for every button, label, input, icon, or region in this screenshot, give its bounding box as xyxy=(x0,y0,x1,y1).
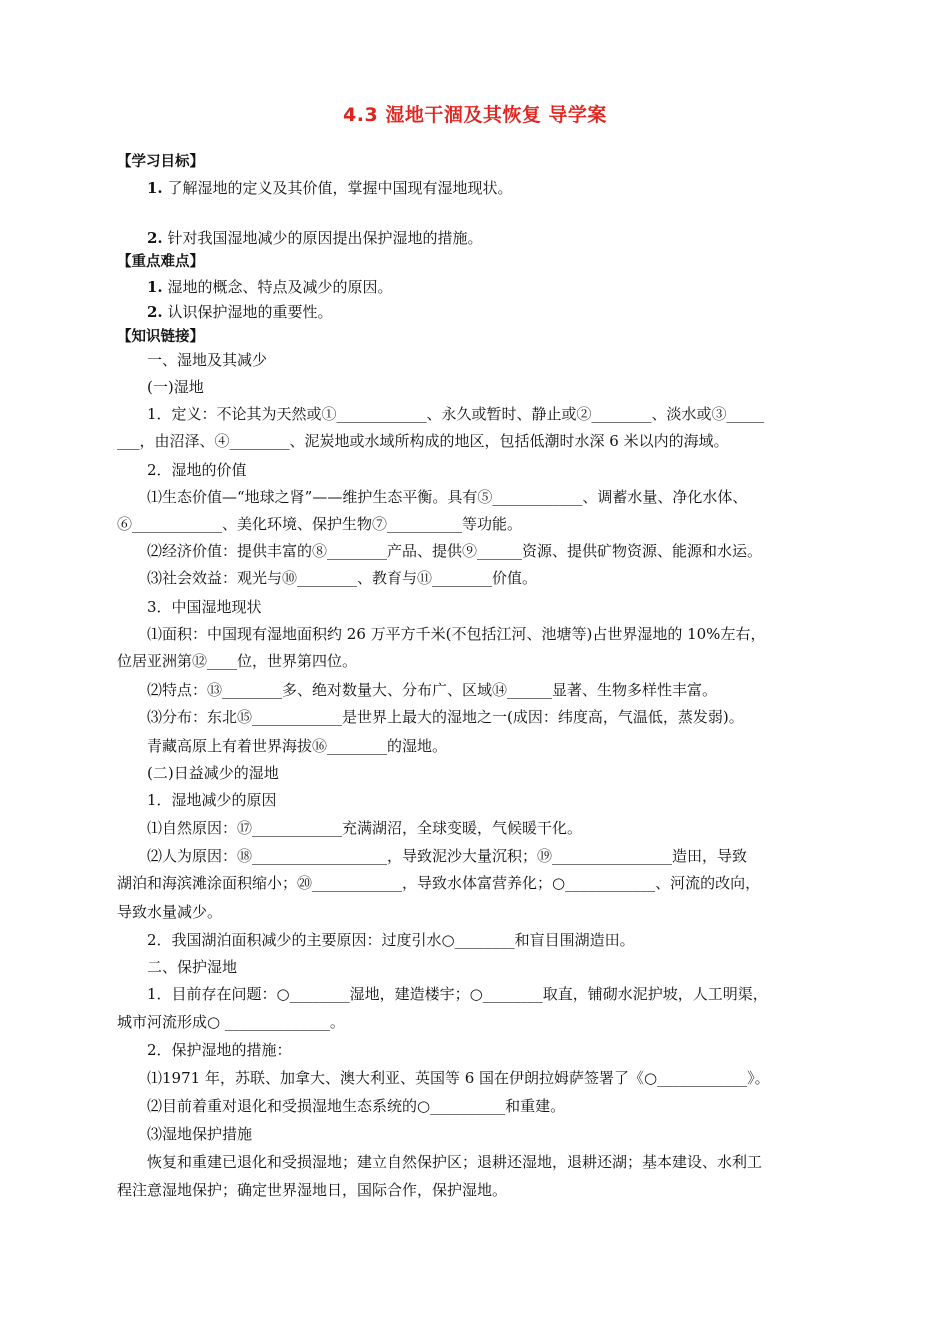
line-text: (一)湿地 xyxy=(147,378,204,396)
line-text: 位居亚洲第⑫____位，世界第四位。 xyxy=(117,652,358,670)
line-text: 1．目前存在问题：○________湿地，建造楼宇；○________取直，铺砌水泥护坡，人工明渠， xyxy=(147,985,768,1003)
text-line xyxy=(147,984,768,1004)
item-number: 2. xyxy=(147,303,163,321)
section-heading xyxy=(117,327,204,347)
text-line xyxy=(147,624,765,644)
text-line xyxy=(117,431,729,451)
text-line xyxy=(147,350,267,370)
line-text: 2．湿地的价值 xyxy=(147,461,247,479)
line-text: 2．保护湿地的措施： xyxy=(147,1041,292,1059)
section-heading xyxy=(117,152,204,172)
line-text: 青藏高原上有着世界海拔⑯________的湿地。 xyxy=(147,737,448,755)
text-line xyxy=(147,404,764,424)
line-text: 【知识链接】 xyxy=(117,329,204,345)
line-text: ⑵特点：⑬________多、绝对数量大、分布广、区域⑭______显著、生物多样性丰富。 xyxy=(147,681,718,699)
line-text: ⑵目前着重对退化和受损湿地生态系统的○__________和重建。 xyxy=(147,1097,566,1115)
line-text: 1．湿地减少的原因 xyxy=(147,791,277,809)
line-text: 一、湿地及其减少 xyxy=(147,351,268,369)
document-title: 4.3 湿地干涸及其恢复 导学案 xyxy=(343,104,607,126)
line-text: 1．定义：不论其为天然或①____________、永久或暂时、静止或②________、淡水或③_____ xyxy=(147,405,765,423)
line-text: ⑴自然原因：⑰____________充满湖沼，全球变暖，气候暖干化。 xyxy=(147,819,583,837)
text-line xyxy=(117,873,760,893)
text-line xyxy=(147,763,279,783)
line-text: 针对我国湿地减少的原因提出保护湿地的措施。 xyxy=(162,229,483,247)
text-line xyxy=(147,228,482,248)
text-line xyxy=(147,1096,565,1116)
line-text: ⑴面积：中国现有湿地面积约 26 万平方千米(不包括江河、池塘等)占世界湿地的 10%左右， xyxy=(147,625,766,643)
line-text: ___，由沼泽、④________、泥炭地或水域所构成的地区，包括低潮时水深 6 米以内的海域。 xyxy=(117,432,729,450)
text-line xyxy=(117,514,522,534)
line-text: 城市河流形成○ ______________。 xyxy=(117,1013,345,1031)
item-number: 1. xyxy=(147,278,163,296)
line-text: 导致水量减少。 xyxy=(117,903,223,921)
text-line xyxy=(147,1040,292,1060)
line-text: 恢复和重建已退化和受损湿地；建立自然保护区；退耕还湿地，退耕还湖；基本建设、水利工 xyxy=(147,1153,763,1171)
text-line xyxy=(147,1068,770,1088)
text-line xyxy=(117,1012,345,1032)
text-line xyxy=(147,178,512,198)
line-text: 【重点难点】 xyxy=(117,254,204,270)
text-line xyxy=(147,487,747,507)
line-text: ⑶分布：东北⑮____________是世界上最大的湿地之一(成因：纬度高，气温低，蒸发弱)。 xyxy=(147,708,744,726)
text-line xyxy=(147,1124,252,1144)
line-text: 了解湿地的定义及其价值，掌握中国现有湿地现状。 xyxy=(162,179,513,197)
text-line xyxy=(147,460,247,480)
text-line xyxy=(147,377,204,397)
line-text: 【学习目标】 xyxy=(117,154,204,170)
line-text: ⑶湿地保护措施 xyxy=(147,1125,253,1143)
line-text: ⑴生态价值—“地球之肾”——维护生态平衡。具有⑤____________、调蓄水量、净化水体、 xyxy=(147,488,748,506)
text-line xyxy=(147,736,447,756)
text-line xyxy=(147,930,635,950)
text-line xyxy=(147,957,237,977)
line-text: 湖泊和海滨滩涂面积缩小；⑳____________，导致水体富营养化；○____________、河流的改向， xyxy=(117,874,761,892)
line-text: ⑶社会效益：观光与⑩________、教育与⑪________价值。 xyxy=(147,569,538,587)
line-text: 二、保护湿地 xyxy=(147,958,238,976)
line-text: (二)日益减少的湿地 xyxy=(147,764,279,782)
line-text: ⑵经济价值：提供丰富的⑧________产品、提供⑨______资源、提供矿物资源、能源和水运。 xyxy=(147,542,763,560)
text-line xyxy=(147,1152,762,1172)
line-text: 2．我国湖泊面积减少的主要原因：过度引水○________和盲目围湖造田。 xyxy=(147,931,635,949)
line-text: 程注意湿地保护；确定世界湿地日，国际合作，保护湿地。 xyxy=(117,1181,508,1199)
text-line xyxy=(117,651,357,671)
text-line xyxy=(147,790,277,810)
item-number: 2. xyxy=(147,229,163,247)
text-line xyxy=(147,707,744,727)
text-line xyxy=(147,302,332,322)
text-line xyxy=(117,1180,507,1200)
text-line xyxy=(147,846,747,866)
line-text: ⑥____________、美化环境、保护生物⑦__________等功能。 xyxy=(117,515,523,533)
text-line xyxy=(117,902,222,922)
line-text: 3．中国湿地现状 xyxy=(147,598,262,616)
section-heading xyxy=(117,252,204,272)
text-line xyxy=(147,818,582,838)
text-line xyxy=(147,680,717,700)
line-text: ⑴1971 年，苏联、加拿大、澳大利亚、英国等 6 国在伊朗拉姆萨签署了《○____________》。 xyxy=(147,1069,770,1087)
line-text: 湿地的概念、特点及减少的原因。 xyxy=(162,278,393,296)
line-text: 认识保护湿地的重要性。 xyxy=(162,303,333,321)
line-text: ⑵人为原因：⑱__________________，导致泥沙大量沉积；⑲________________造田，导致 xyxy=(147,847,748,865)
text-line xyxy=(147,597,262,617)
text-line xyxy=(147,541,762,561)
item-number: 1. xyxy=(147,179,163,197)
text-line xyxy=(147,568,537,588)
text-line xyxy=(147,277,392,297)
